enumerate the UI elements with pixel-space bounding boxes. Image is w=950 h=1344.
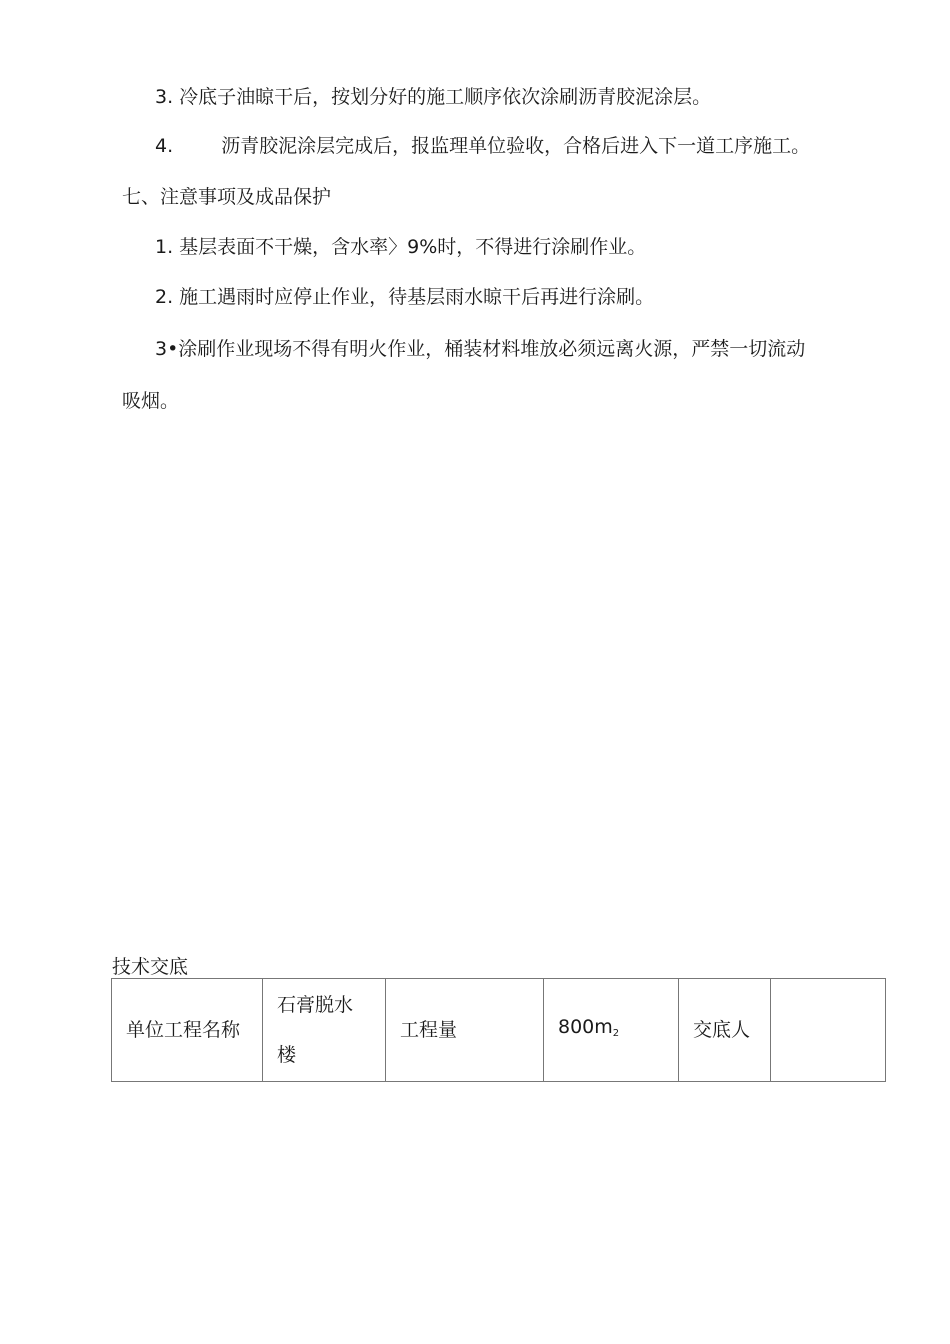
- step-4-number: 4.: [155, 135, 174, 157]
- table-row: [112, 979, 886, 1082]
- quantity-value: [544, 979, 679, 1082]
- unit-project-name-label: 单位工程名称: [112, 979, 263, 1082]
- note-1-text: 1. 基层表面不干燥，含水率〉9%时，不得进行涂刷作业。: [155, 236, 647, 258]
- step-3-text: 3. 冷底子油晾干后，按划分好的施工顺序依次涂刷沥青胶泥涂层。: [155, 86, 712, 108]
- note-3-text: 3•涂刷作业现场不得有明火作业，桶装材料堆放必须远离火源，严禁一切流动: [155, 338, 806, 360]
- unit-project-name-value: 石膏脱水楼: [263, 979, 386, 1082]
- briefer-label: 交底人: [679, 979, 771, 1082]
- briefer-value: [771, 979, 886, 1082]
- project-info-table: [111, 978, 886, 1082]
- quantity-number: 800m: [558, 1015, 613, 1038]
- section-heading: 七、注意事项及成品保护: [122, 186, 332, 208]
- step-4-line: [155, 134, 810, 158]
- step-4-text: 沥青胶泥涂层完成后，报监理单位验收，合格后进入下一道工序施工。: [221, 135, 811, 157]
- note-3-continuation: 吸烟。: [122, 390, 180, 412]
- quantity-unit-superscript: 2: [612, 1027, 620, 1039]
- table-caption: 技术交底: [112, 956, 189, 978]
- quantity-label: 工程量: [386, 979, 544, 1082]
- note-2-text: 2. 施工遇雨时应停止作业，待基层雨水晾干后再进行涂刷。: [155, 286, 655, 308]
